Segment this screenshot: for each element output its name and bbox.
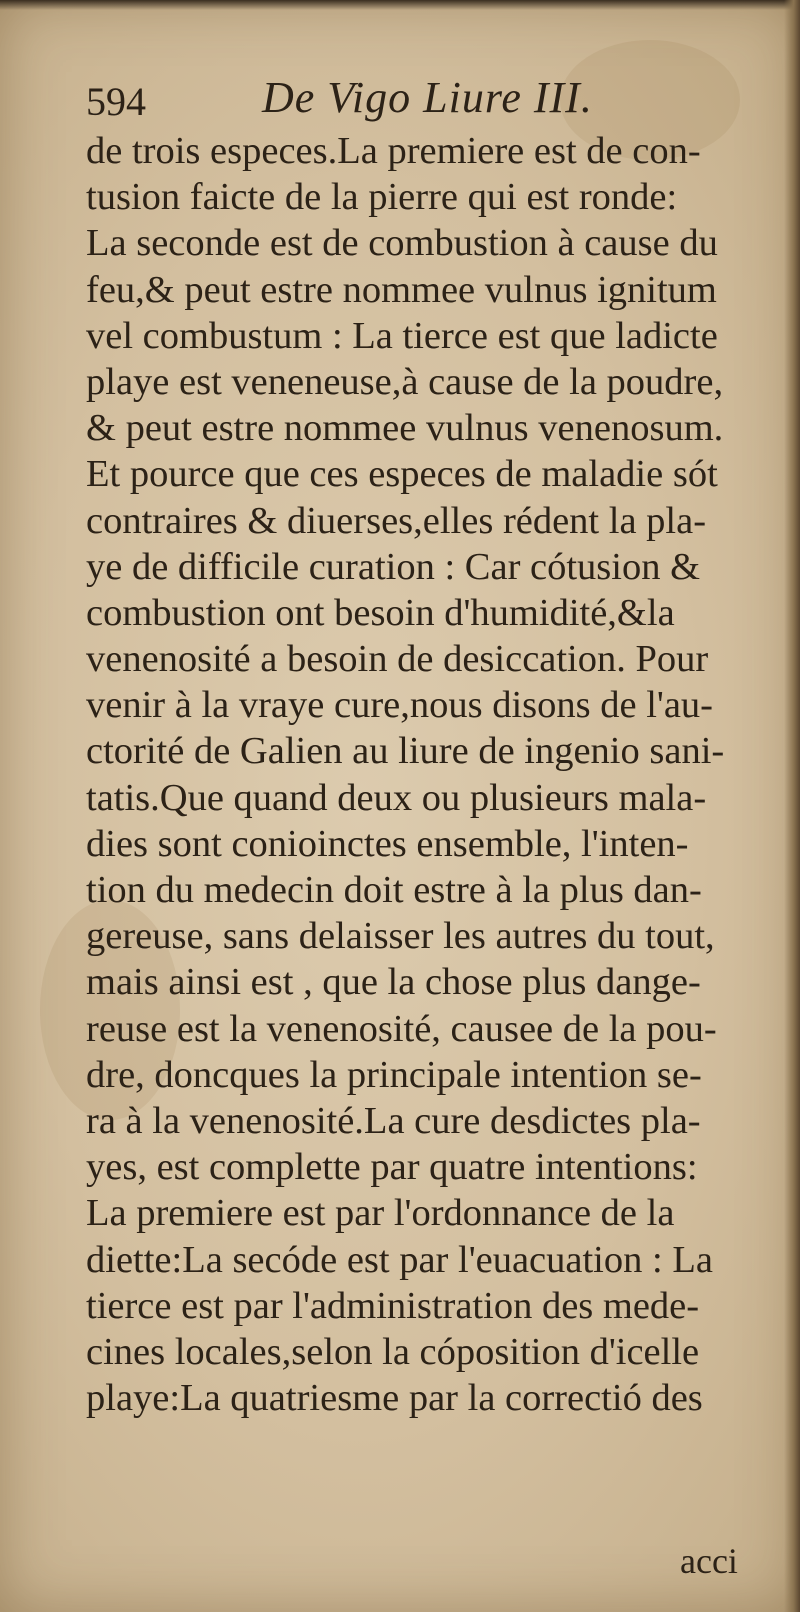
text-line: dre, doncques la principale intention se-: [86, 1053, 702, 1096]
text-line: venenosité a besoin de desiccation. Pour: [86, 638, 709, 681]
running-head: De Vigo Liure III.: [262, 73, 593, 122]
text-line: tion du medecin doit estre à la plus dan-: [86, 869, 702, 911]
page-gutter-edge: [784, 0, 800, 1612]
text-line: cines locales,selon la cóposition d'icelle: [86, 1330, 700, 1373]
text-line: gereuse, sans delaisser les autres du tout,: [86, 915, 715, 958]
text-line: feu,& peut estre nommee vulnus ignitum: [86, 268, 717, 311]
text-line: mais ainsi est , que la chose plus dange-: [86, 961, 701, 1004]
page-number: 594: [86, 79, 146, 124]
text-line: tusion faicte de la pierre qui est ronde:: [86, 176, 678, 219]
text-line: combustion ont besoin d'humidité,&la: [86, 591, 675, 634]
text-line: ctorité de Galien au liure de ingenio sani-: [86, 730, 725, 773]
text-line: & peut estre nommee vulnus venenosum.: [86, 407, 724, 450]
text-line: contraires & diuerses,elles rédent la pla-: [86, 499, 707, 542]
text-line: vel combustum : La tierce est que ladicte: [86, 314, 718, 357]
catchword: acci: [680, 1541, 738, 1581]
text-line: La seconde est de combustion à cause du: [86, 222, 718, 265]
page-top-edge: [0, 0, 800, 10]
text-line: diette:La secóde est par l'euacuation : La: [86, 1238, 713, 1281]
text-line: de trois especes.La premiere est de con-: [86, 130, 701, 172]
text-line: ye de difficile curation : Car cótusion &: [86, 545, 701, 588]
page-header: [86, 72, 726, 132]
text-line: playe est veneneuse,à cause de la poudre,: [86, 360, 724, 403]
text-line: Et pource que ces especes de maladie sót: [86, 453, 718, 496]
text-line: La premiere est par l'ordonnance de la: [86, 1192, 675, 1235]
text-line: ra à la venenosité.La cure desdictes pla-: [86, 1099, 701, 1142]
text-line: tierce est par l'administration des mede-: [86, 1284, 700, 1327]
text-line: reuse est la venenosité, causee de la pou-: [86, 1007, 717, 1050]
text-line: venir à la vraye cure,nous disons de l'au-: [86, 684, 713, 727]
body-text: [86, 128, 766, 1421]
text-line: dies sont conioinctes ensemble, l'inten-: [86, 822, 689, 865]
text-line: yes, est complette par quatre intentions:: [86, 1146, 698, 1189]
text-line: tatis.Que quand deux ou plusieurs mala-: [86, 776, 707, 819]
text-line: playe:La quatriesme par la correctió des: [86, 1377, 703, 1420]
